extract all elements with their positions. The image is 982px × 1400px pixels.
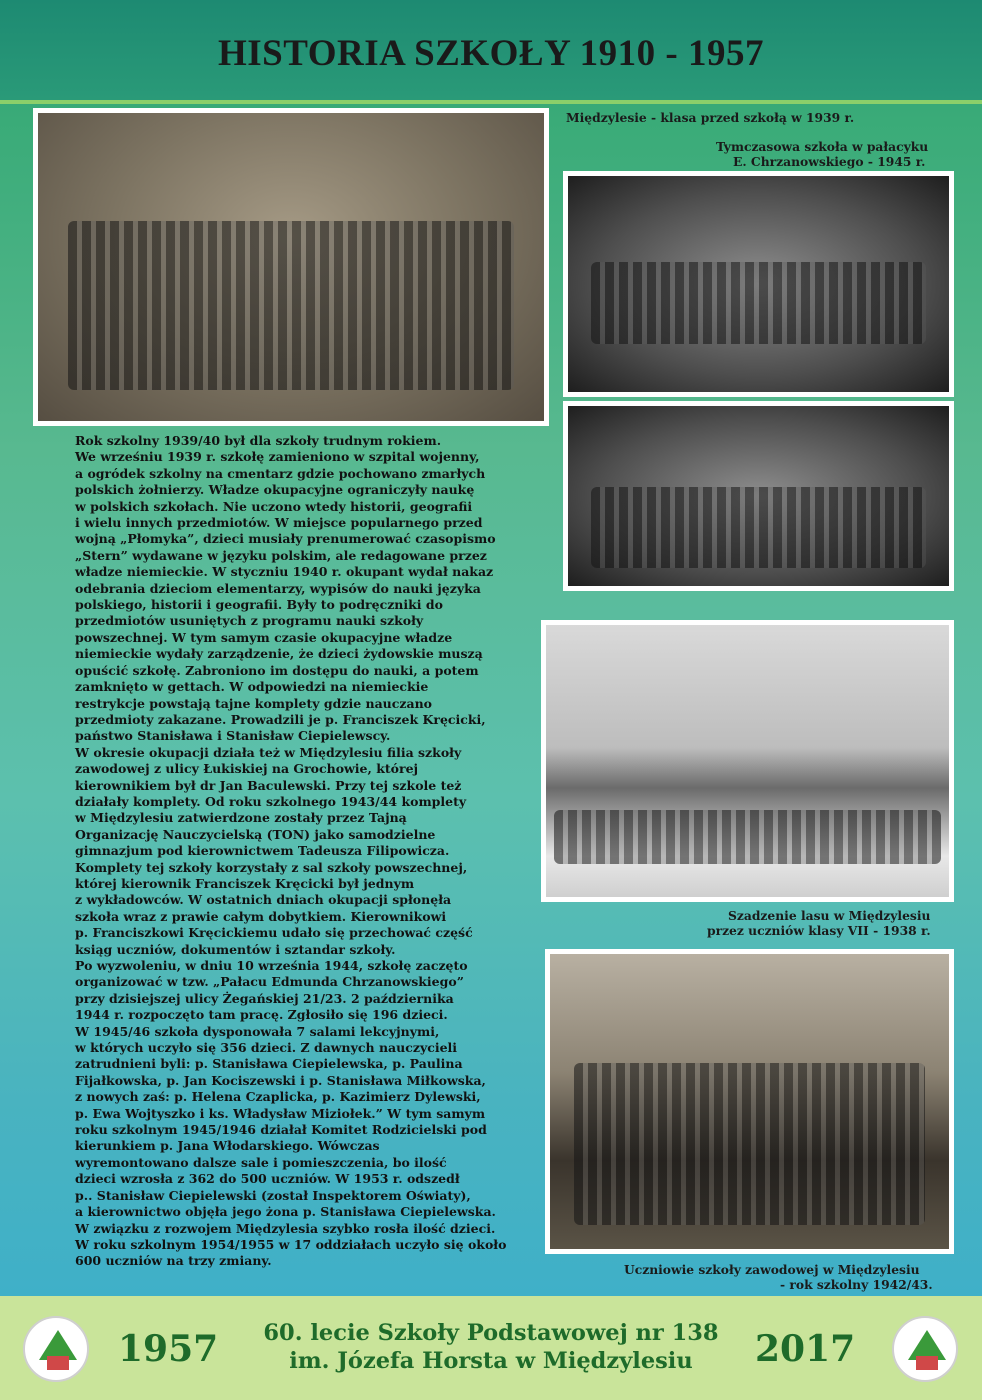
photo-students-group xyxy=(563,401,954,591)
house-icon xyxy=(47,1356,69,1370)
header-divider xyxy=(0,100,982,104)
footer-year-right: 2017 xyxy=(755,1328,856,1370)
photo-tree-planting-1938 xyxy=(541,620,954,902)
caption-vocational-line2: - rok szkolny 1942/43. xyxy=(780,1277,933,1292)
house-icon xyxy=(916,1356,938,1370)
page-title: HISTORIA SZKOŁY 1910 - 1957 xyxy=(217,33,764,74)
caption-photo-1945-line1: Tymczasowa szkoła w pałacyku xyxy=(716,139,929,154)
photo-class-1939 xyxy=(33,108,549,426)
history-text: Rok szkolny 1939/40 był dla szkoły trudnym rokiem. We wrześniu 1939 r. szkołę zamieniono w szpital wojenny, a ogródek szkolny na cmentarz gdzie pochowano zmarłych polskich żołnierzy. Władze okupacyjne ograniczyły naukę w polskich szkołach. Nie uczono wtedy historii, geografii i wielu innych przedmiotów. W miejsce popularnego przed wojną „Płomyka”, dzieci musiały prenumerować czasopismo „Stern” wydawane w języku polskim, ale redagowane przez władze niemieckie. W styczniu 1940 r. okupant wydał nakaz odebrania dzieciom elementarzy, wypisów do nauki języka polskiego, historii i geografii. Były to podręczniki do przedmiotów usuniętych z programu nauki szkoły powszechnej. W tym samym czasie okupacyjne władze niemieckie wydały zarządzenie, że dzieci żydowskie muszą opuścić szkołę. Zabroniono im dostępu do nauki, a potem zamknięto w gettach. W odpowiedzi na niemieckie restrykcje powstają tajne komplety gdzie nauczano przedmioty zakazane. Prowadzili je p. Franciszek Kręcicki, państwo Stanisława i Stanisław Ciepielewscy. W okresie okupacji działa też w Międzylesiu filia szkoły zawodowej z ulicy Łukiskiej na Grochowie, której kierownikiem był dr Jan Baculewski. Przy tej szkole też działały komplety. Od roku szkolnego 1943/44 komplety w Międzylesiu zatwierdzone zostały przez Tajną Organizację Nauczycielską (TON) jako samodzielne gimnazjum pod kierownictwem Tadeusza Filipowicza. Komplety tej szkoły korzystały z sal szkoły powszechnej, której kierownik Franciszek Kręcicki był jednym z wykładowców. W ostatnich dniach okupacji spłonęła szkoła wraz z prawie całym dobytkiem. Kierownikowi p. Franciszkowi Kręcickiemu udało się przechować część ksiąg uczniów, dokumentów i sztandar szkoły. Po wyzwoleniu, w dniu 10 września 1944, szkołę zaczęto organizować w tzw. „Pałacu Edmunda Chrzanowskiego” przy dzisiejszej ulicy Żegańskiej 21/23. 2 października 1944 r. rozpoczęto tam pracę. Zgłosiło się 196 dzieci. W 1945/46 szkoła dysponowała 7 salami lekcyjnymi, w których uczyło się 356 dzieci. Z dawnych nauczycieli zatrudnieni byli: p. Stanisława Ciepielewska, p. Paulina Fijałkowska, p. Jan Kociszewski i p. Stanisława Miłkowska, z nowych zaś: p. Helena Czaplicka, p. Kazimierz Dylewski, p. Ewa Wojtyszko i ks. Władysław Miziołek.” W tym samym roku szkolnym 1945/1946 działał Komitet Rodzicielski pod kierunkiem p. Jana Włodarskiego. Wówczas wyremontowano dalsze sale i pomieszczenia, bo ilość dzieci wzrosła z 362 do 500 uczniów. W 1953 r. odszedł p.. Stanisław Ciepielewski (został Inspektorem Oświaty), a kierownictwo objęła jego żona p. Stanisława Ciepielewska. W związku z rozwojem Międzylesia szybko rosła ilość dzieci. W roku szkolnym 1954/1955 w 17 oddziałach uczyło się około 600 uczniów na trzy zmiany. xyxy=(75,433,507,1269)
school-logo-left xyxy=(23,1316,89,1382)
footer-year-left: 1957 xyxy=(118,1328,219,1370)
footer-anniversary-line: 60. lecie Szkoły Podstawowej nr 138 xyxy=(263,1320,719,1346)
caption-vocational-line1: Uczniowie szkoły zawodowej w Międzylesiu xyxy=(624,1262,920,1277)
caption-tree-planting-line1: Szadzenie lasu w Międzylesiu xyxy=(728,908,931,923)
photo-vocational-students-1942 xyxy=(545,949,954,1254)
caption-photo-1945-line2: E. Chrzanowskiego - 1945 r. xyxy=(733,154,926,169)
caption-photo-1939: Międzylesie - klasa przed szkołą w 1939 r. xyxy=(566,110,855,125)
photo-temporary-school-1945 xyxy=(563,171,954,397)
school-logo-right xyxy=(892,1316,958,1382)
caption-tree-planting-line2: przez uczniów klasy VII - 1938 r. xyxy=(707,923,931,938)
footer-school-name-line: im. Józefa Horsta w Międzylesiu xyxy=(289,1348,693,1374)
